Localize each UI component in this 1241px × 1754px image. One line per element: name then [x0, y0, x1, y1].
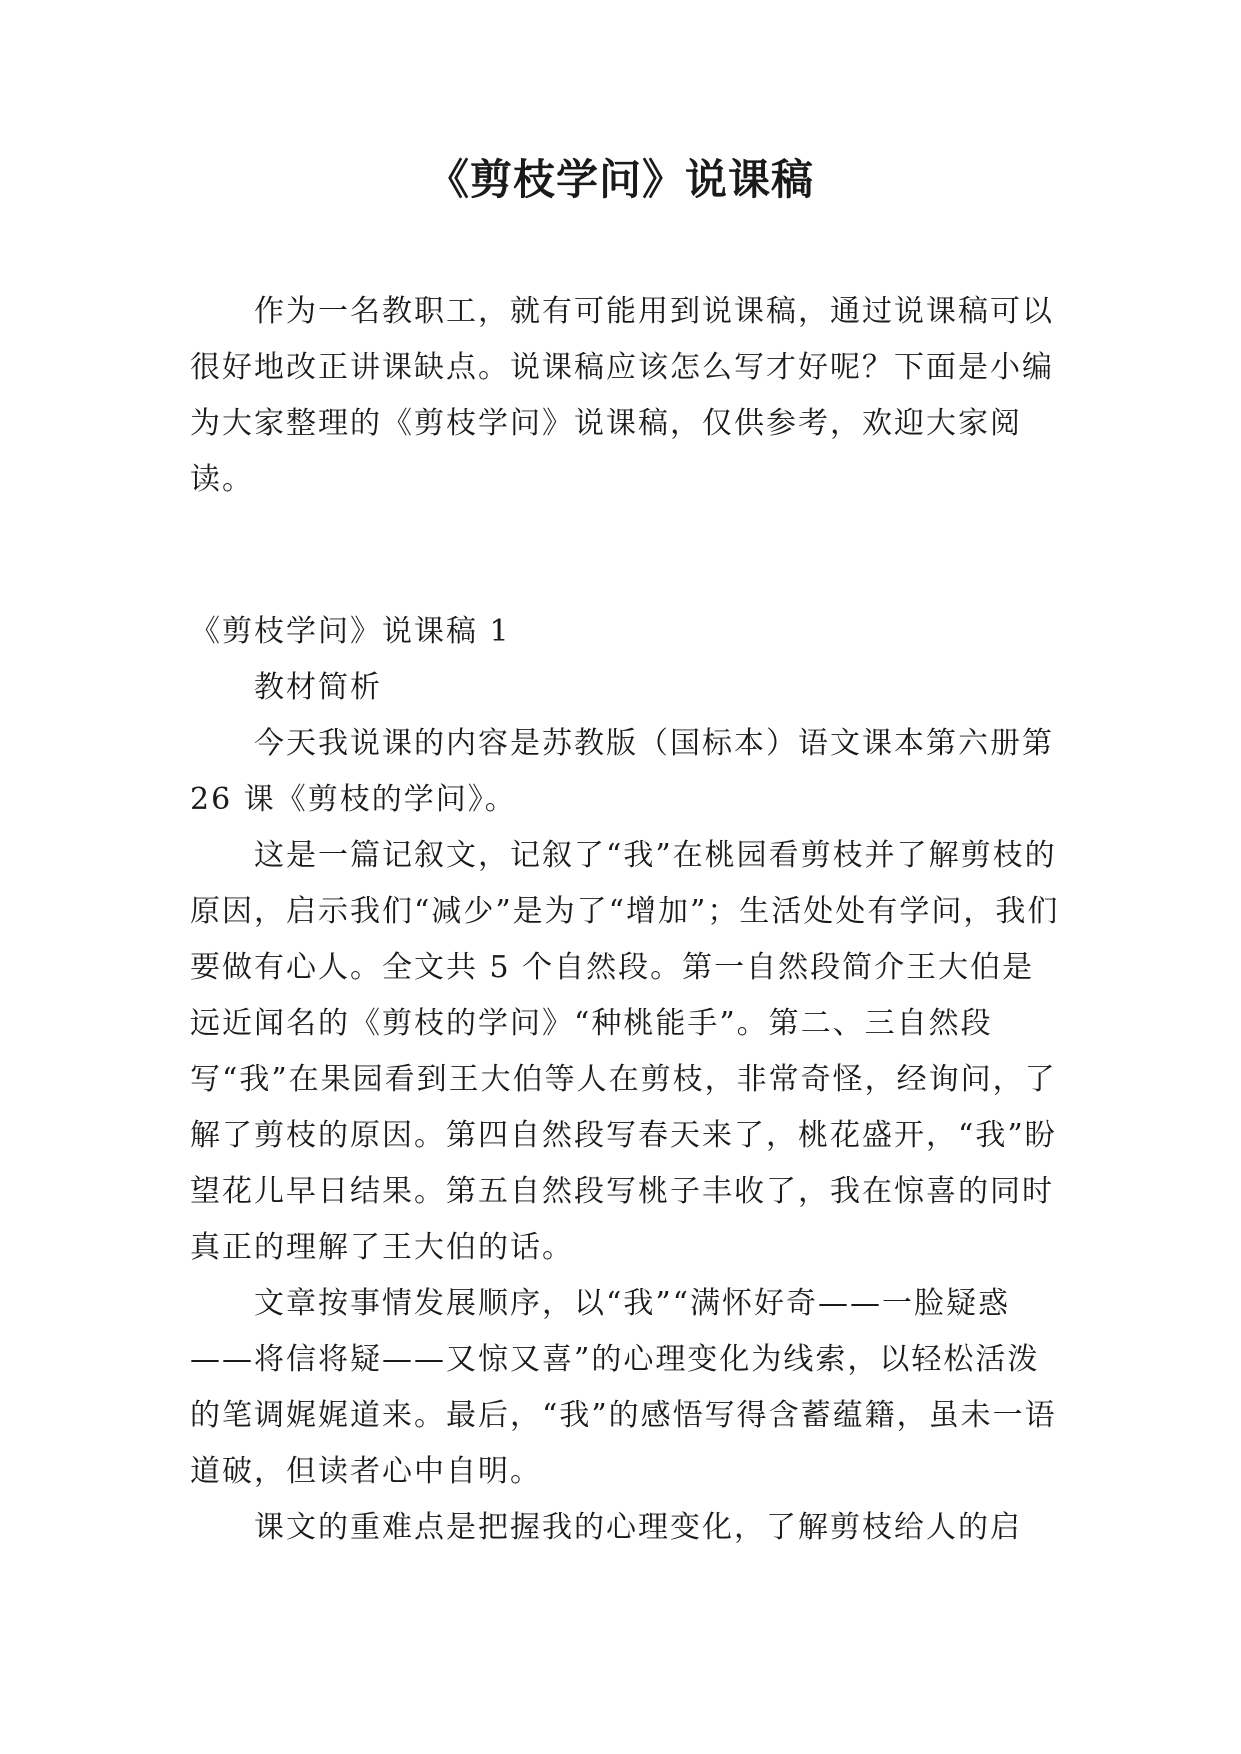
body-paragraph: 课文的重难点是把握我的心理变化，了解剪枝给人的启: [254, 1510, 1022, 1545]
intro-paragraph: 作为一名教职工，就有可能用到说课稿，通过说课稿可以很好地改正讲课缺点。说课稿应该怎么写才好呢？下面是小编为大家整理的《剪枝学问》说课稿，仅供参考，欢迎大家阅读。: [190, 294, 1054, 497]
document-title: 《剪枝学问》说课稿: [426, 155, 814, 204]
body-paragraph: 这是一篇记叙文，记叙了“我”在桃园看剪枝并了解剪枝的原因，启示我们“减少”是为了“增加”；生活处处有学问，我们要做有心人。全文共 5 个自然段。第一自然段简介王大伯是远近闻名的《剪枝的学问》“种桃能手”。第二、三自然段写“我”在果园看到王大伯等人在剪枝，非常奇怪，经询问，了解了剪枝的原因。第四自然段写春天来了，桃花盛开，“我”盼望花儿早日结果。第五自然段写桃子丰收了，我在惊喜的同时真正的理解了王大伯的话。: [190, 838, 1060, 1265]
subheading: 教材简析: [254, 670, 382, 705]
spacer: [190, 508, 1060, 604]
body-paragraph: 今天我说课的内容是苏教版（国标本）语文课本第六册第 26 课《剪枝的学问》。: [190, 726, 1054, 817]
section-heading: 《剪枝学问》说课稿 1: [190, 614, 511, 649]
body-paragraph: 文章按事情发展顺序，以“我”“满怀好奇——一脸疑惑——将信将疑——又惊又喜”的心理变化为线索，以轻松活泼的笔调娓娓道来。最后，“我”的感悟写得含蓄蕴籍，虽未一语道破，但读者心中自明。: [190, 1286, 1057, 1489]
document-body: [190, 284, 1060, 1556]
